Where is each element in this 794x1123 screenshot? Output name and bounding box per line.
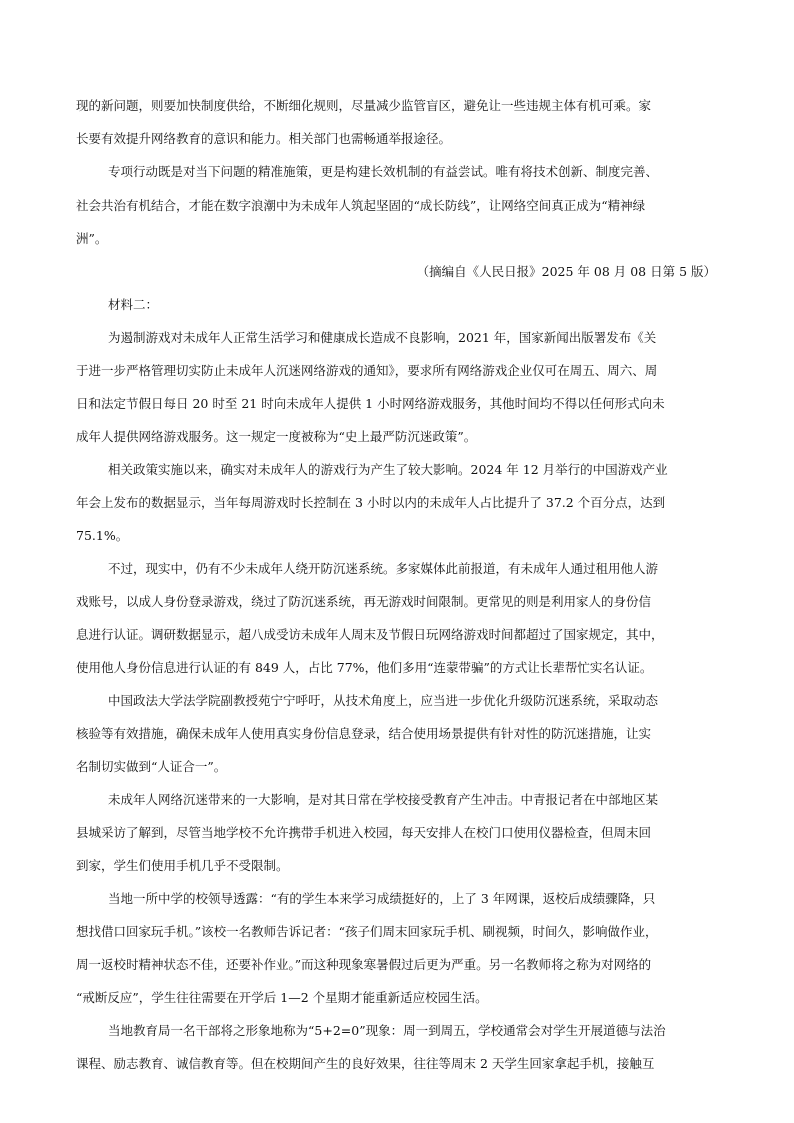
text-line: 75.1%。	[76, 528, 129, 543]
text-line: 专项行动既是对当下问题的精准施策，更是构建长效机制的有益尝试。唯有将技术创新、制度完善、	[108, 164, 659, 179]
text-line: 于进一步严格管理切实防止未成年人沉迷网络游戏的通知》，要求所有网络游戏企业仅可在周五、周六、周	[76, 363, 658, 378]
text-line: 课程、励志教育、诚信教育等。但在校期间产生的良好效果，往往等周末 2 天学生回家拿起手机，接触互	[76, 1056, 655, 1071]
text-line: 名制切实做到“人证合一”。	[76, 759, 227, 774]
text-line: 长要有效提升网络教育的意识和能力。相关部门也需畅通举报途径。	[76, 131, 452, 146]
text-line: 相关政策实施以来，确实对未成年人的游戏行为产生了较大影响。2024 年 12 月举行的中国游戏产业	[108, 462, 668, 477]
text-line: 未成年人网络沉迷带来的一大影响，是对其日常在学校接受教育产生冲击。中青报记者在中部地区某	[108, 792, 659, 807]
text-line: 年会上发布的数据显示，当年每周游戏时长控制在 3 小时以内的未成年人占比提升了 37.2 个百分点，达到	[76, 495, 666, 510]
text-line: 不过，现实中，仍有不少未成年人绕开防沉迷系统。多家媒体此前报道，有未成年人通过租用他人游	[108, 561, 659, 576]
text-line: 为遏制游戏对未成年人正常生活学习和健康成长造成不良影响，2021 年，国家新闻出版署发布《关	[108, 330, 657, 345]
text-line: 戏账号，以成人身份登录游戏，绕过了防沉迷系统，再无游戏时间限制。更常见的则是利用家人的身份信	[76, 594, 652, 609]
text-line: 成年人提供网络游戏服务。这一规定一度被称为“史上最严防沉迷政策”。	[76, 429, 477, 444]
text-line: 日和法定节假日每日 20 时至 21 时向未成年人提供 1 小时网络游戏服务，其他时间均不得以任何形式向未	[76, 396, 665, 411]
text-line: 当地一所中学的校领导透露：“有的学生本来学习成绩挺好的，上了 3 年网课，返校后成绩骤降，只	[108, 891, 656, 906]
source-citation: （摘编自《人民日报》2025 年 08 月 08 日第 5 版）	[416, 264, 716, 279]
text-line: 县城采访了解到，尽管当地学校不允许携带手机进入校园，每天安排人在校门口使用仪器检查，但周末回	[76, 825, 652, 840]
text-line: 息进行认证。调研数据显示，超八成受访未成年人周末及节假日玩网络游戏时间都超过了国家规定，其中，	[76, 627, 664, 642]
text-line: 周一返校时精神状态不佳，还要补作业。”而这种现象寒暑假过后更为严重。另一名教师将之称为对网络的	[76, 957, 652, 972]
text-line: 现的新问题，则要加快制度供给，不断细化规则，尽量减少监管盲区，避免让一些违规主体有机可乘。家	[76, 98, 652, 113]
text-line: 当地教育局一名干部将之形象地称为“5+2=0”现象：周一到周五，学校通常会对学生开展道德与法治	[108, 1023, 666, 1038]
text-line: “戒断反应”，学生往往需要在开学后 1—2 个星期才能重新适应校园生活。	[76, 990, 488, 1005]
text-line: 到家，学生们使用手机几乎不受限制。	[76, 858, 289, 873]
text-line: 核验等有效措施，确保未成年人使用真实身份信息登录，结合使用场景提供有针对性的防沉迷措施，让实	[76, 726, 652, 741]
text-line: 中国政法大学法学院副教授苑宁宁呼吁，从技术角度上，应当进一步优化升级防沉迷系统，采取动态	[108, 693, 659, 708]
text-line: 社会共治有机结合，才能在数字浪潮中为未成年人筑起坚固的“成长防线”，让网络空间真正成为“精神绿	[76, 198, 646, 213]
text-line: 想找借口回家玩手机。”该校一名教师告诉记者：“孩子们周末回家玩手机、刷视频，时间久，影响做作业，	[76, 924, 658, 939]
text-line: 洲”。	[76, 231, 108, 246]
section-heading: 材料二：	[108, 297, 159, 312]
text-line: 使用他人身份信息进行认证的有 849 人，占比 77%，他们多用“连蒙带骗”的方式让长辈帮忙实名认证。	[76, 660, 653, 675]
